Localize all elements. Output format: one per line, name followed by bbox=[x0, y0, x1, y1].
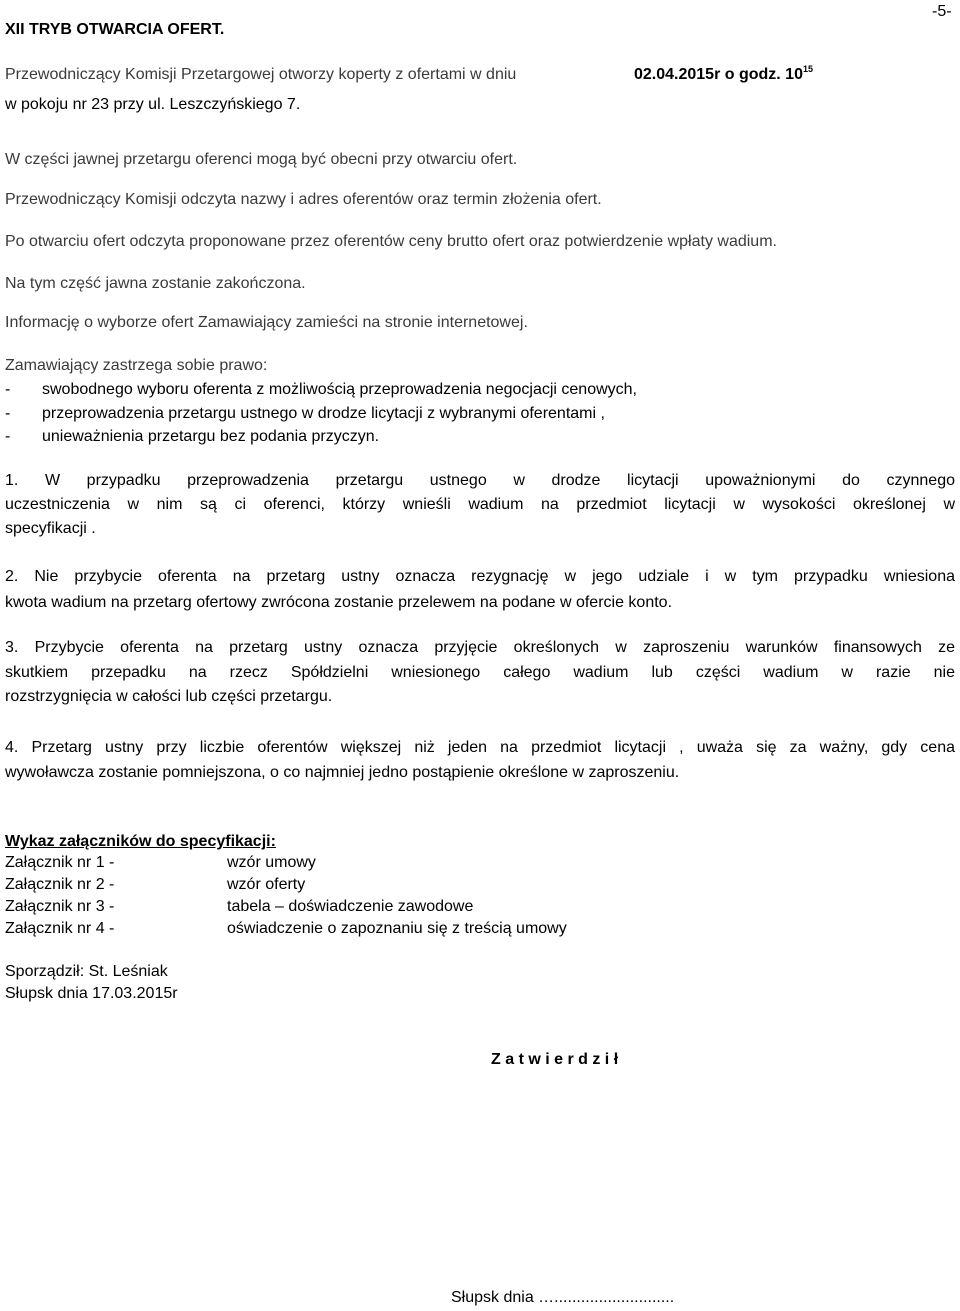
attachment-desc: oświadczenie o zapoznaniu się z treścią umowy bbox=[227, 920, 567, 937]
point-line: specyfikacji . bbox=[5, 520, 96, 537]
paragraph-public-part: W części jawnej przetargu oferenci mogą być obecni przy otwarciu ofert. bbox=[5, 151, 518, 168]
point-line: uczestniczenia w nim są ci oferenci, którzy wnieśli wadium na przedmiot licytacji w wysokości określonej w bbox=[5, 496, 955, 513]
paragraph-end-public: Na tym część jawna zostanie zakończona. bbox=[5, 275, 306, 292]
attachment-desc: tabela – doświadczenie zawodowe bbox=[227, 898, 474, 915]
rights-item-text: swobodnego wyboru oferenta z możliwością przeprowadzenia negocjacji cenowych, bbox=[42, 381, 637, 398]
attachment-label: Załącznik nr 2 - bbox=[5, 876, 115, 893]
opening-date: 02.04.2015r o godz. 10 bbox=[634, 66, 803, 83]
point-line: kwota wadium na przetarg ofertowy zwrócona zostanie przelewem na podane w ofercie konto. bbox=[5, 594, 673, 611]
list-dash: - bbox=[5, 428, 11, 445]
list-dash: - bbox=[5, 405, 11, 422]
attachment-desc: wzór oferty bbox=[227, 876, 306, 893]
opening-minutes: 15 bbox=[802, 64, 813, 74]
attachment-label: Załącznik nr 3 - bbox=[5, 898, 115, 915]
footer-city-date: Słupsk dnia …........................... bbox=[451, 1289, 675, 1306]
section-title: XII TRYB OTWARCIA OFERT. bbox=[5, 21, 225, 38]
rights-item-text: unieważnienia przetargu bez podania przyczyn. bbox=[42, 428, 380, 445]
list-dash: - bbox=[5, 381, 11, 398]
point-line: wywoławcza zostanie pomniejszona, o co najmniej jedno postąpienie określone w zaproszeniu. bbox=[5, 764, 680, 781]
rights-item-text: przeprowadzenia przetargu ustnego w drodze licytacji z wybranymi oferentami , bbox=[42, 405, 605, 422]
page-number: -5- bbox=[932, 3, 952, 20]
point-line: 2. Nie przybycie oferenta na przetarg ustny oznacza rezygnację w jego udziale i w tym przypadku wniesiona bbox=[5, 568, 955, 585]
opening-line-2: w pokoju nr 23 przy ul. Leszczyńskiego 7. bbox=[5, 96, 301, 113]
paragraph-info-website: Informację o wyborze ofert Zamawiający zamieści na stronie internetowej. bbox=[5, 314, 528, 331]
attachment-label: Załącznik nr 1 - bbox=[5, 854, 115, 871]
point-line: 4. Przetarg ustny przy liczbie oferentów większej niż jeden na przedmiot licytacji , uważa się za ważny, gdy cena bbox=[5, 739, 955, 756]
attachment-desc: wzór umowy bbox=[227, 854, 316, 871]
approved-label: Z a t w i e r d z i ł bbox=[491, 1051, 619, 1068]
point-line: 1. W przypadku przeprowadzenia przetargu ustnego w drodze licytacji upoważnionymi do czynnego bbox=[5, 472, 955, 489]
paragraph-read-prices: Po otwarciu ofert odczyta proponowane przez oferentów ceny brutto ofert oraz potwierdzenie wpłaty wadium. bbox=[5, 233, 777, 250]
rights-heading: Zamawiający zastrzega sobie prawo: bbox=[5, 357, 268, 374]
opening-line-1: Przewodniczący Komisji Przetargowej otworzy koperty z ofertami w dniu bbox=[5, 66, 517, 83]
opening-date-time bbox=[634, 65, 813, 84]
prepared-by: Sporządził: St. Leśniak bbox=[5, 963, 168, 980]
paragraph-read-names: Przewodniczący Komisji odczyta nazwy i adres oferentów oraz termin złożenia ofert. bbox=[5, 191, 602, 208]
attachments-heading: Wykaz załączników do specyfikacji: bbox=[5, 833, 276, 850]
point-line: 3. Przybycie oferenta na przetarg ustny oznacza przyjęcie określonych w zaproszeniu warunków finansowych ze bbox=[5, 639, 955, 656]
attachment-label: Załącznik nr 4 - bbox=[5, 920, 115, 937]
point-line: skutkiem przepadku na rzecz Spółdzielni wniesionego całego wadium lub części wadium w razie nie bbox=[5, 664, 955, 681]
city-date: Słupsk dnia 17.03.2015r bbox=[5, 985, 178, 1002]
point-line: rozstrzygnięcia w całości lub części przetargu. bbox=[5, 688, 333, 705]
